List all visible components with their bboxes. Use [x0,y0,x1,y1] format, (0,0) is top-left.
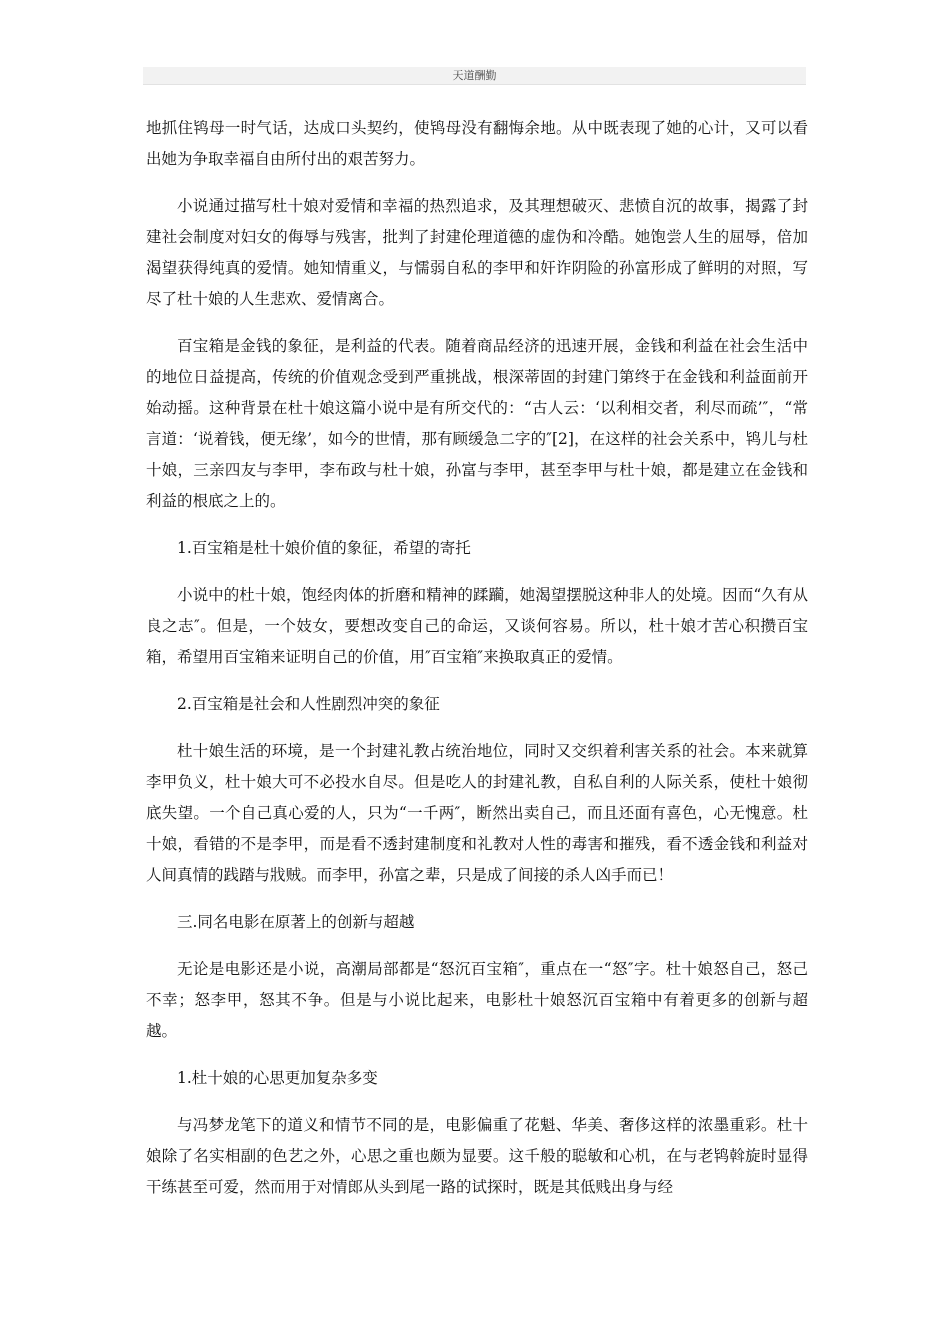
document-body [146,113,808,1219]
section-heading-1: 1.百宝箱是杜十娘价值的象征，希望的寄托 [177,539,471,557]
paragraph-value-symbol: 小说中的杜十娘，饱经肉体的折磨和精神的蹂躏，她渴望摆脱这种非人的处境。因而“久有从良之志″。但是，一个妓女，要想改变自己的命运，又谈何容易。所以，杜十娘才苦心积攒百宝箱，希望用百宝箱来证明自己的价值，用″百宝箱″来换取真正的爱情。 [146,586,808,666]
paragraph-treasure-box-symbol: 百宝箱是金钱的象征，是利益的代表。随着商品经济的迅速开展，金钱和利益在社会生活中的地位日益提高，传统的价值观念受到严重挑战，根深蒂固的封建门第终于在金钱和利益面前开始动摇。这种背景在杜十娘这篇小说中是有所交代的：“古人云：‘以利相交者，利尽而疏’″，“常言道：‘说着钱，便无缘’，如今的世情，那有顾缓急二字的″[2]，在这样的社会关系中，鸨儿与杜十娘，三亲四友与李甲，李布政与杜十娘，孙富与李甲，甚至李甲与杜十娘，都是建立在金钱和利益的根底之上的。 [146,337,808,510]
paragraph-conflict-symbol: 杜十娘生活的环境，是一个封建礼教占统治地位，同时又交织着利害关系的社会。本来就算李甲负义，杜十娘大可不必投水自尽。但是吃人的封建礼教，自私自利的人际关系，使杜十娘彻底失望。一个自己真心爱的人，只为“一千两″，断然出卖自己，而且还面有喜色，心无愧意。杜十娘，看错的不是李甲，而是看不透封建制度和礼教对人性的毒害和摧残，看不透金钱和利益对人间真情的践踏与戕贼。而李甲，孙富之辈，只是成了间接的杀人凶手而已！ [146,742,808,884]
page-header [143,67,806,85]
section-heading-3: 三.同名电影在原著上的创新与超越 [177,913,415,931]
paragraph-novel-theme: 小说通过描写杜十娘对爱情和幸福的热烈追求，及其理想破灭、悲愤自沉的故事，揭露了封建社会制度对妇女的侮辱与残害，批判了封建伦理道德的虚伪和冷酷。她饱尝人生的屈辱，倍加渴望获得纯真的爱情。她知情重义，与懦弱自私的李甲和奸诈阴险的孙富形成了鲜明的对照，写尽了杜十娘的人生悲欢、爱情离合。 [146,197,808,308]
section-heading-4: 1.杜十娘的心思更加复杂多变 [177,1069,378,1087]
paragraph-continued: 地抓住鸨母一时气话，达成口头契约，使鸨母没有翻悔余地。从中既表现了她的心计，又可以看出她为争取幸福自由所付出的艰苦努力。 [146,119,808,168]
paragraph-film-innovation: 无论是电影还是小说，高潮局部都是“怒沉百宝箱″，重点在一“怒″字。杜十娘怒自己，怒己不幸；怒李甲，怒其不争。但是与小说比起来，电影杜十娘怒沉百宝箱中有着更多的创新与超越。 [146,960,808,1040]
paragraph-complex-mind: 与冯梦龙笔下的道义和情节不同的是，电影偏重了花魁、华美、奢侈这样的浓墨重彩。杜十娘除了名实相副的色艺之外，心思之重也颇为显要。这千般的聪敏和心机，在与老鸨斡旋时显得干练甚至可爱，然而用于对情郎从头到尾一路的试探时，既是其低贱出身与经 [146,1116,808,1196]
header-title: 天道酬勤 [452,69,497,82]
section-heading-2: 2.百宝箱是社会和人性剧烈冲突的象征 [177,695,440,713]
